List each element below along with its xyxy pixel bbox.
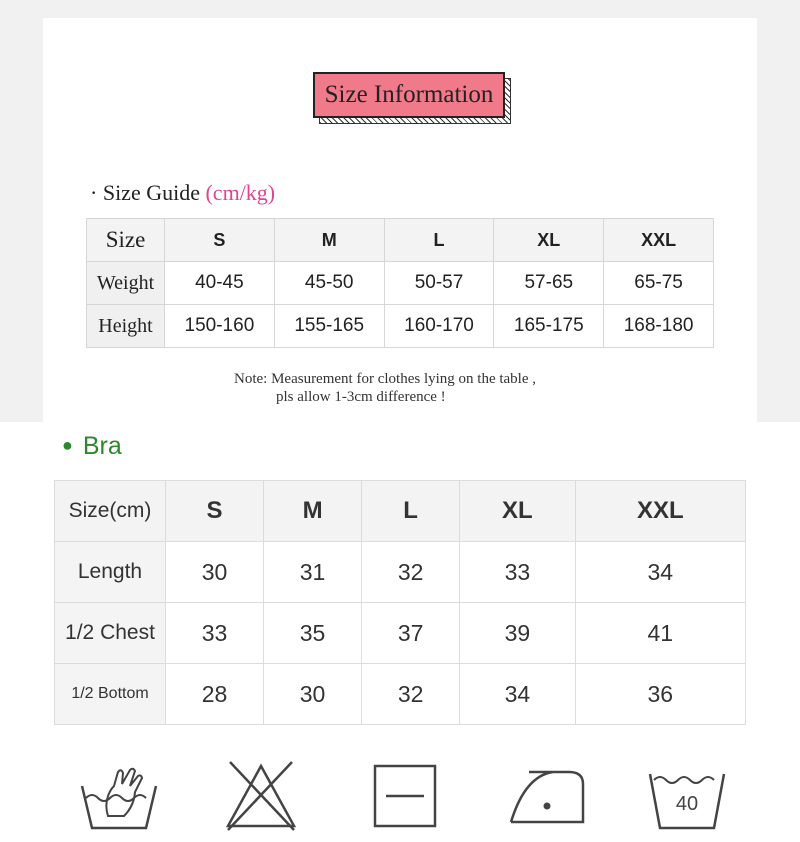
wash-temperature-label: 40	[675, 793, 699, 815]
note-line-2: pls allow 1-3cm difference !	[276, 389, 446, 405]
table-cell: 45-50	[274, 262, 384, 305]
header-cell: Size	[87, 219, 165, 262]
header-cell: L	[384, 219, 494, 262]
row-label: 1/2 Bottom	[55, 664, 166, 725]
table-row	[87, 305, 714, 348]
row-label: Height	[87, 305, 165, 348]
table-cell: 34	[575, 542, 745, 603]
table-row	[55, 664, 746, 725]
table-cell: 30	[264, 664, 362, 725]
table-cell: 39	[460, 603, 575, 664]
size-guide-title-text: Size Guide	[102, 180, 200, 205]
table-cell: 50-57	[384, 262, 494, 305]
table-cell: 30	[166, 542, 264, 603]
bullet-icon: ●	[62, 435, 73, 455]
table-row	[55, 542, 746, 603]
header-cell: M	[274, 219, 384, 262]
note-line-1: Note: Measurement for clothes lying on the table ,	[234, 371, 536, 387]
row-label: 1/2 Chest	[55, 603, 166, 664]
header-cell: XXL	[575, 481, 745, 542]
table-cell: 40-45	[165, 262, 275, 305]
dry-flat-icon	[372, 758, 438, 834]
table-cell: 37	[362, 603, 460, 664]
table-row	[55, 603, 746, 664]
header-cell: S	[165, 219, 275, 262]
table-cell: 36	[575, 664, 745, 725]
table-header-row	[55, 481, 746, 542]
size-guide-title: · Size Guide (cm/kg)	[90, 180, 276, 205]
table-cell: 32	[362, 664, 460, 725]
size-guide-table	[86, 218, 714, 348]
table-cell: 33	[166, 603, 264, 664]
table-cell: 165-175	[494, 305, 604, 348]
table-cell: 35	[264, 603, 362, 664]
table-cell: 150-160	[165, 305, 275, 348]
right-margin	[757, 0, 800, 422]
table-cell: 57-65	[494, 262, 604, 305]
table-cell: 31	[264, 542, 362, 603]
left-margin	[0, 0, 43, 422]
badge-label: Size Information	[313, 72, 505, 118]
size-guide-unit: (cm/kg)	[205, 180, 276, 205]
table-cell: 65-75	[604, 262, 714, 305]
bra-size-table	[54, 480, 746, 725]
row-label: Weight	[87, 262, 165, 305]
wash-40-icon	[646, 758, 728, 834]
bra-title-text: Bra	[82, 432, 122, 460]
header-cell: M	[264, 481, 362, 542]
bra-section-title	[62, 432, 122, 461]
table-cell: 33	[460, 542, 575, 603]
table-cell: 160-170	[384, 305, 494, 348]
iron-low-icon	[507, 758, 587, 834]
table-cell: 41	[575, 603, 745, 664]
header-cell: Size(cm)	[55, 481, 166, 542]
table-cell: 32	[362, 542, 460, 603]
table-row	[87, 262, 714, 305]
header-cell: XXL	[604, 219, 714, 262]
table-cell: 168-180	[604, 305, 714, 348]
table-header-row	[87, 219, 714, 262]
header-cell: XL	[494, 219, 604, 262]
do-not-bleach-icon	[224, 758, 298, 834]
table-cell: 28	[166, 664, 264, 725]
hand-wash-icon	[78, 758, 160, 834]
header-cell: XL	[460, 481, 575, 542]
table-cell: 155-165	[274, 305, 384, 348]
header-cell: L	[362, 481, 460, 542]
row-label: Length	[55, 542, 166, 603]
header-cell: S	[166, 481, 264, 542]
table-cell: 34	[460, 664, 575, 725]
size-information-badge	[313, 72, 511, 124]
measurement-note	[234, 370, 536, 406]
